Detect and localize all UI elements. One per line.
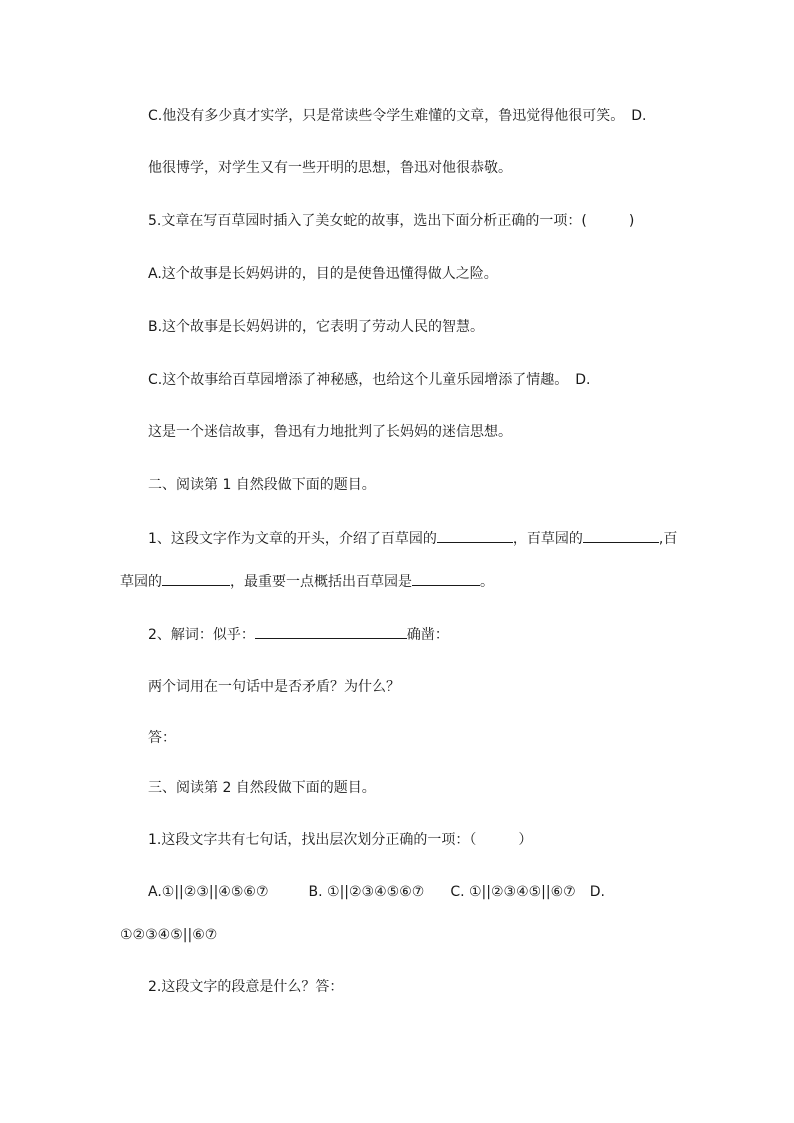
question-5-option-d-text: 这是一个迷信故事，鲁迅有力地批判了长妈妈的迷信思想。 [148,424,512,440]
answer-blank[interactable] [437,528,513,543]
section-3-heading: 三、阅读第 2 自然段做下面的题目。 [148,780,376,796]
section-2-question-2 [148,624,449,645]
section-2-question-2-followup: 两个词用在一句话中是否矛盾？为什么？ [148,679,400,695]
question-5-option-a: A.这个故事是长妈妈讲的，目的是使鲁迅懂得做人之险。 [148,266,498,282]
section-3-question-1-options [148,882,605,902]
question-text: ，百草园的 [512,531,583,547]
section-2-question-1 [148,528,677,549]
question-text: ，最重要一点概括出百草园是 [230,574,412,590]
answer-blank[interactable] [162,571,230,586]
question-text: 确凿： [406,627,449,643]
question-text: ,百 [658,531,678,547]
option-b: B. ①||②③④⑤⑥⑦ [308,884,425,900]
question-text: 1、这段文字作为文章的开头，介绍了百草园的 [148,531,437,547]
answer-blank[interactable] [583,528,659,543]
question-text: 2、解词：似乎： [148,627,255,643]
section-2-heading: 二、阅读第 1 自然段做下面的题目。 [148,477,376,493]
question-text: 。 [480,574,494,590]
section-3-question-1: 1.这段文字共有七句话，找出层次划分正确的一项：（ ） [148,832,533,848]
option-d-label: D. [589,884,605,900]
question-5-option-b: B.这个故事是长妈妈讲的，它表明了劳动人民的智慧。 [148,319,485,335]
question-4-option-d-text: 他很博学，对学生又有一些开明的思想，鲁迅对他很恭敬。 [148,160,512,176]
section-2-question-1-continued [120,571,494,592]
answer-blank[interactable] [412,571,480,586]
question-5-stem: 5.文章在写百草园时插入了美女蛇的故事，选出下面分析正确的一项：( ) [148,213,635,229]
answer-blank[interactable] [255,624,407,639]
answer-label: 答： [148,730,176,746]
option-d-text: ①②③④⑤||⑥⑦ [120,927,218,943]
question-text: 草园的 [120,574,162,590]
question-4-option-c: C.他没有多少真才实学，只是常读些令学生难懂的文章，鲁迅觉得他很可笑。 D. [148,108,647,124]
option-a: A.①||②③||④⑤⑥⑦ [148,884,269,900]
option-c: C. ①||②③④⑤||⑥⑦ [450,884,576,900]
question-5-option-c: C.这个故事给百草园增添了神秘感，也给这个儿童乐园增添了情趣。 D. [148,372,591,388]
section-3-question-2: 2.这段文字的段意是什么？答： [148,979,344,995]
